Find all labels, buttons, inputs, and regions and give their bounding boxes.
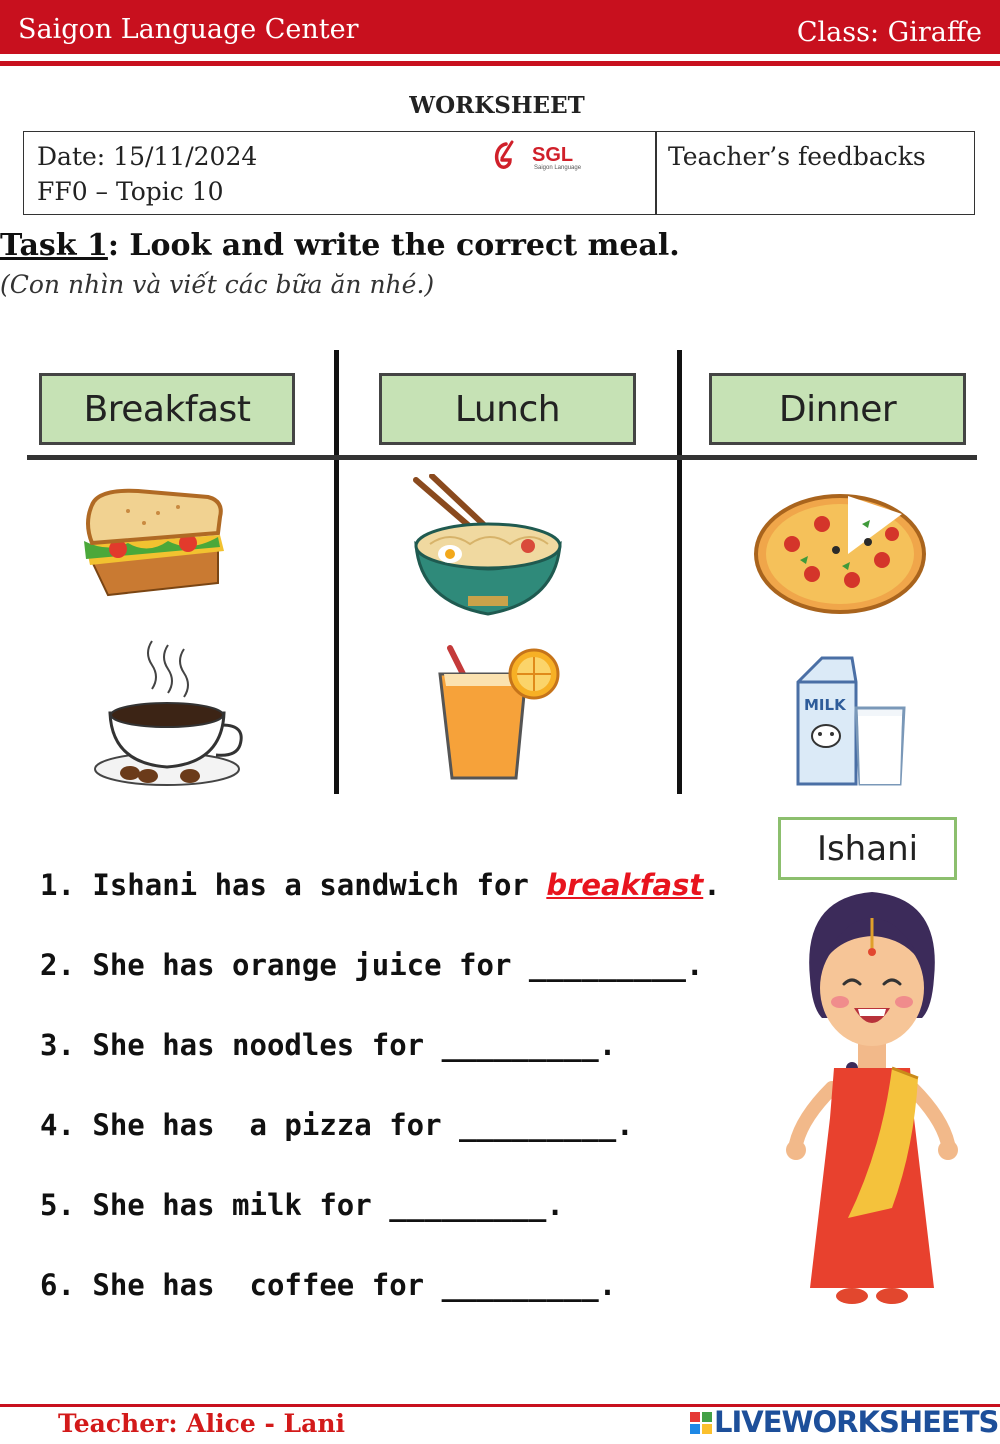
svg-text:MILK: MILK	[804, 696, 846, 714]
topic-label: FF0 – Topic 10	[37, 177, 224, 206]
school-name: Saigon Language Center	[18, 14, 359, 45]
question-end: .	[703, 868, 721, 902]
answer-blank[interactable]: _________	[441, 1028, 599, 1062]
teacher-feedback-label: Teacher’s feedbacks	[668, 142, 926, 171]
answer-blank[interactable]: _________	[459, 1108, 617, 1142]
question-text: 4. She has a pizza for	[40, 1108, 460, 1142]
question-text: 2. She has orange juice for	[40, 948, 529, 982]
liveworksheets-logo[interactable]	[690, 1405, 998, 1439]
task-subtitle: (Con nhìn và viết các bữa ăn nhé.)	[0, 270, 435, 299]
column-header-lunch: Lunch	[379, 373, 636, 445]
column-header-breakfast: Breakfast	[39, 373, 295, 445]
question-end: .	[546, 1188, 564, 1222]
girl-icon	[782, 888, 962, 1318]
answer-example: breakfast	[546, 868, 704, 902]
question-text: 5. She has milk for	[40, 1188, 390, 1222]
class-label: Class: Giraffe	[796, 17, 982, 48]
sandwich-icon	[78, 483, 228, 608]
answer-blank[interactable]: _________	[389, 1188, 547, 1222]
column-header-dinner: Dinner	[709, 373, 966, 445]
liveworksheets-icon	[690, 1412, 712, 1434]
milk-icon	[792, 652, 912, 790]
question-text: 6. She has coffee for	[40, 1268, 442, 1302]
column-divider	[334, 350, 339, 794]
question-5	[40, 1188, 564, 1222]
question-2	[40, 948, 703, 982]
sgl-logo	[492, 138, 592, 174]
orange-juice-icon	[432, 644, 562, 786]
worksheet-title: WORKSHEET	[409, 92, 585, 119]
question-1	[40, 868, 721, 902]
task-instruction: : Look and write the correct meal.	[107, 228, 680, 263]
task-heading	[0, 228, 680, 263]
date-label: Date: 15/11/2024	[37, 142, 258, 171]
answer-blank[interactable]: _________	[441, 1268, 599, 1302]
header-rule	[27, 455, 977, 460]
sgl-logo-subtext: Saigon Language	[534, 165, 582, 171]
coffee-icon	[90, 633, 245, 788]
question-text: 1. Ishani has a sandwich for	[40, 868, 547, 902]
question-6	[40, 1268, 616, 1302]
question-end: .	[598, 1268, 617, 1302]
question-end: .	[686, 948, 704, 982]
question-4	[40, 1108, 634, 1142]
pizza-icon	[752, 484, 927, 619]
noodles-icon	[410, 474, 565, 624]
liveworksheets-wordmark: LIVEWORKSHEETS	[714, 1405, 999, 1439]
question-end: .	[616, 1108, 634, 1142]
question-3	[40, 1028, 616, 1062]
header-underline	[0, 61, 1000, 66]
task-label: Task 1	[0, 228, 108, 263]
column-divider	[677, 350, 682, 794]
question-text: 3. She has noodles for	[40, 1028, 442, 1062]
answer-blank[interactable]: _________	[528, 948, 687, 982]
info-divider	[655, 131, 657, 215]
sgl-logo-text: SGL	[532, 144, 574, 166]
character-name-label: Ishani	[778, 817, 957, 880]
teacher-credit: Teacher: Alice - Lani	[58, 1409, 345, 1438]
question-end: .	[598, 1028, 617, 1062]
